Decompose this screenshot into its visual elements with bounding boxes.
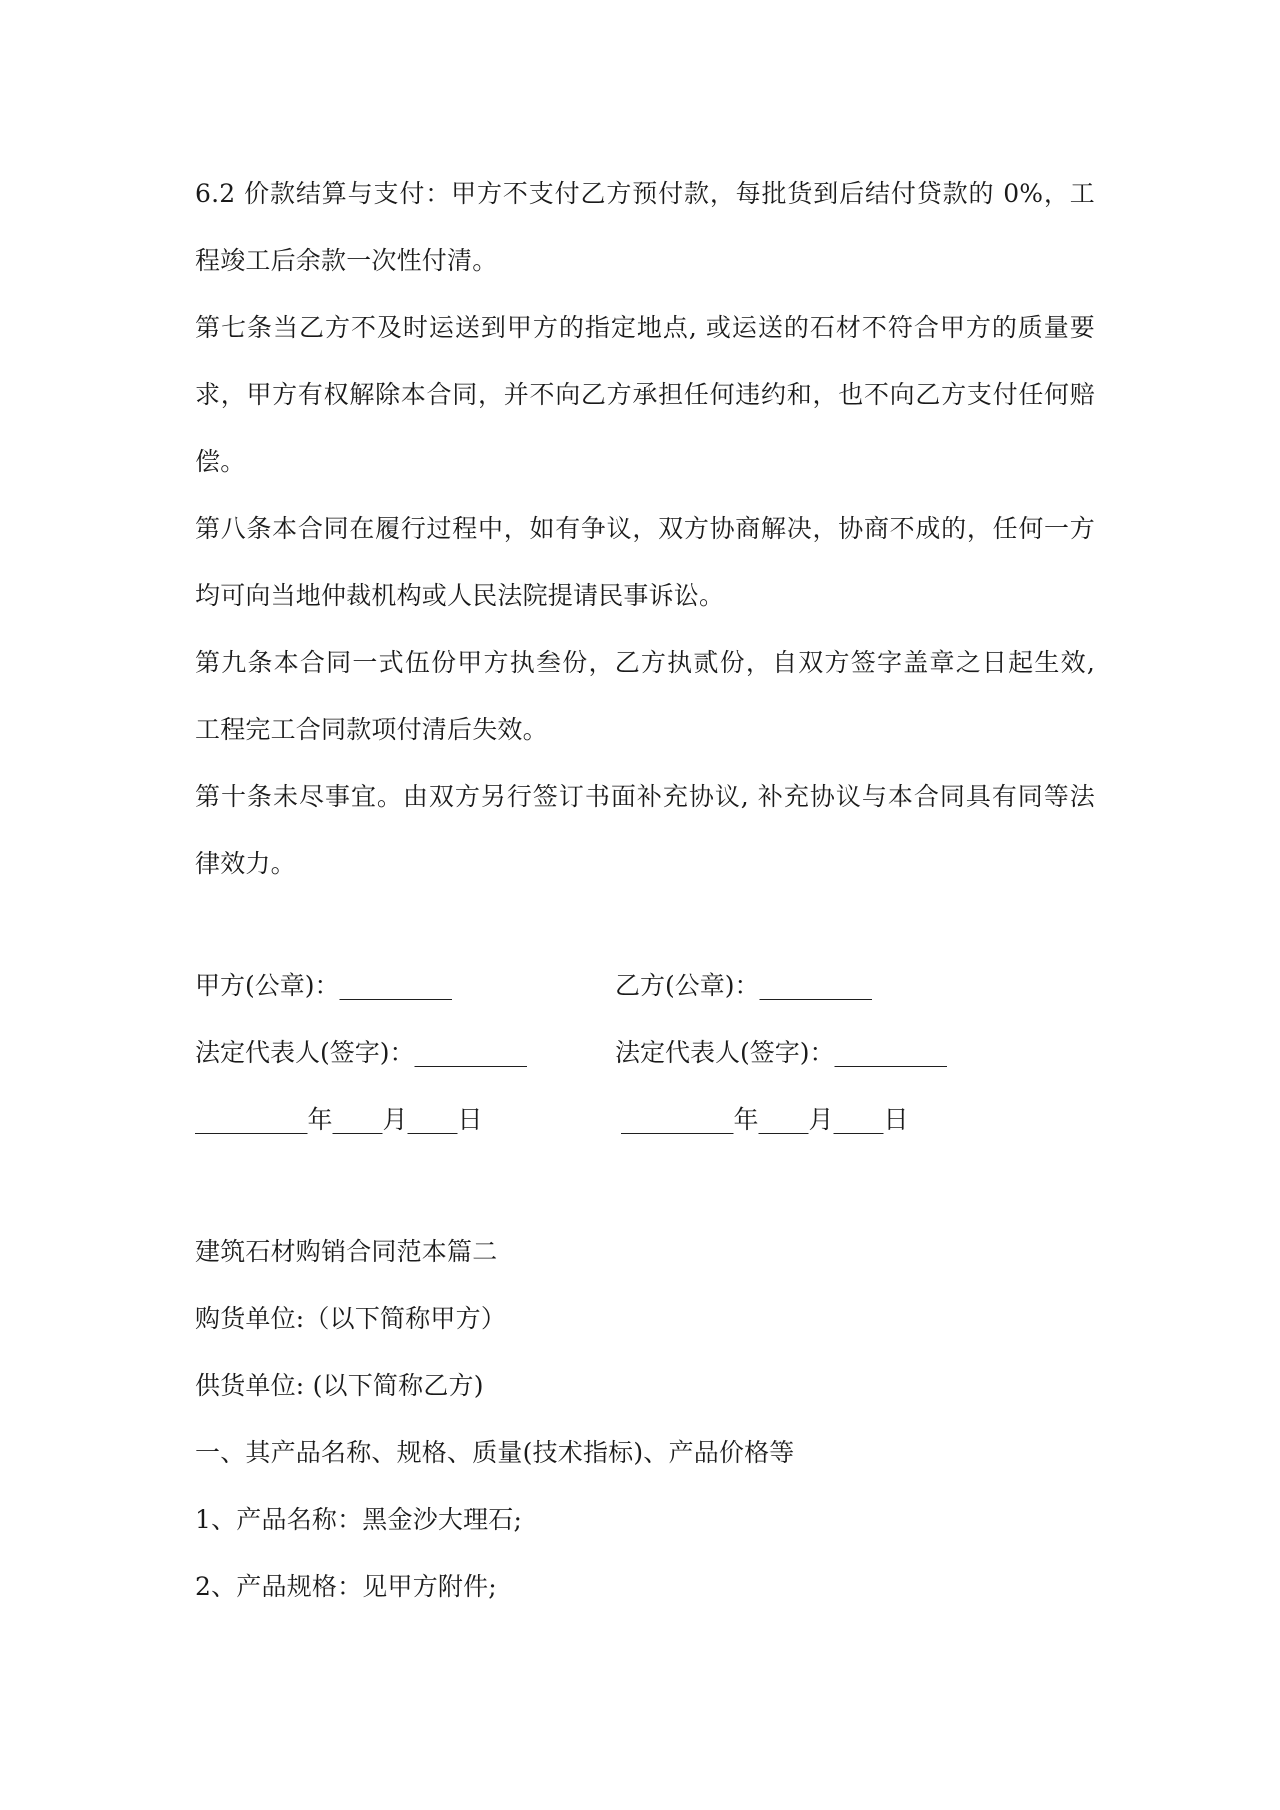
- party-a-seal-line: 甲方(公章)：_________: [195, 971, 453, 1000]
- spacer: [195, 897, 1095, 952]
- party-a-date-line: _________年____月____日: [195, 1105, 483, 1134]
- party-b-representative-line: 法定代表人(签字)：_________: [615, 1038, 948, 1067]
- party-b-seal-line: 乙方(公章)：_________: [615, 971, 873, 1000]
- paragraph-line: 第八条本合同在履行过程中，如有争议，双方协商解决，协商不成的，任何一方: [195, 514, 1095, 543]
- signature-row-date: [195, 1086, 1095, 1153]
- paragraph-line: 第七条当乙方不及时运送到甲方的指定地点, 或运送的石材不符合甲方的质量要: [195, 313, 1095, 342]
- clause-10: [195, 763, 1095, 897]
- list-item: 2、产品规格：见甲方附件;: [195, 1572, 497, 1601]
- spacer: [195, 1153, 1095, 1218]
- signature-block: [195, 952, 1095, 1153]
- buyer-line: 购货单位:（以下简称甲方）: [195, 1304, 507, 1333]
- clause-7: [195, 294, 1095, 495]
- paragraph-line: 工程完工合同款项付清后失效。: [195, 715, 548, 744]
- supplier-line: 供货单位: (以下简称乙方): [195, 1371, 484, 1400]
- contract-part-two: [195, 1218, 1095, 1620]
- paragraph-line: 偿。: [195, 447, 246, 476]
- party-b-date-line: _________年____月____日: [621, 1105, 909, 1134]
- paragraph-line: 求，甲方有权解除本合同，并不向乙方承担任何违约和，也不向乙方支付任何赔: [195, 380, 1095, 409]
- paragraph-line: 第十条未尽事宜。由双方另行签订书面补充协议, 补充协议与本合同具有同等法: [195, 782, 1095, 811]
- clause-8: [195, 495, 1095, 629]
- document-body: [195, 160, 1095, 1620]
- clause-9: [195, 629, 1095, 763]
- party-a-representative-line: 法定代表人(签字)：_________: [195, 1038, 528, 1067]
- signature-row-representative: [195, 1019, 1095, 1086]
- section-heading: 一、其产品名称、规格、质量(技术指标)、产品价格等: [195, 1438, 795, 1467]
- list-item: 1、产品名称：黑金沙大理石;: [195, 1505, 523, 1534]
- paragraph-line: 6.2 价款结算与支付：甲方不支付乙方预付款，每批货到后结付贷款的 0%，工: [195, 179, 1095, 208]
- signature-row-seal: [195, 952, 1095, 1019]
- paragraph-line: 均可向当地仲裁机构或人民法院提请民事诉讼。: [195, 581, 725, 610]
- section-title: 建筑石材购销合同范本篇二: [195, 1237, 498, 1266]
- paragraph-line: 第九条本合同一式伍份甲方执叁份，乙方执贰份，自双方签字盖章之日起生效,: [195, 648, 1095, 677]
- paragraph-line: 律效力。: [195, 849, 296, 878]
- clause-6-2: [195, 160, 1095, 294]
- paragraph-line: 程竣工后余款一次性付清。: [195, 246, 498, 275]
